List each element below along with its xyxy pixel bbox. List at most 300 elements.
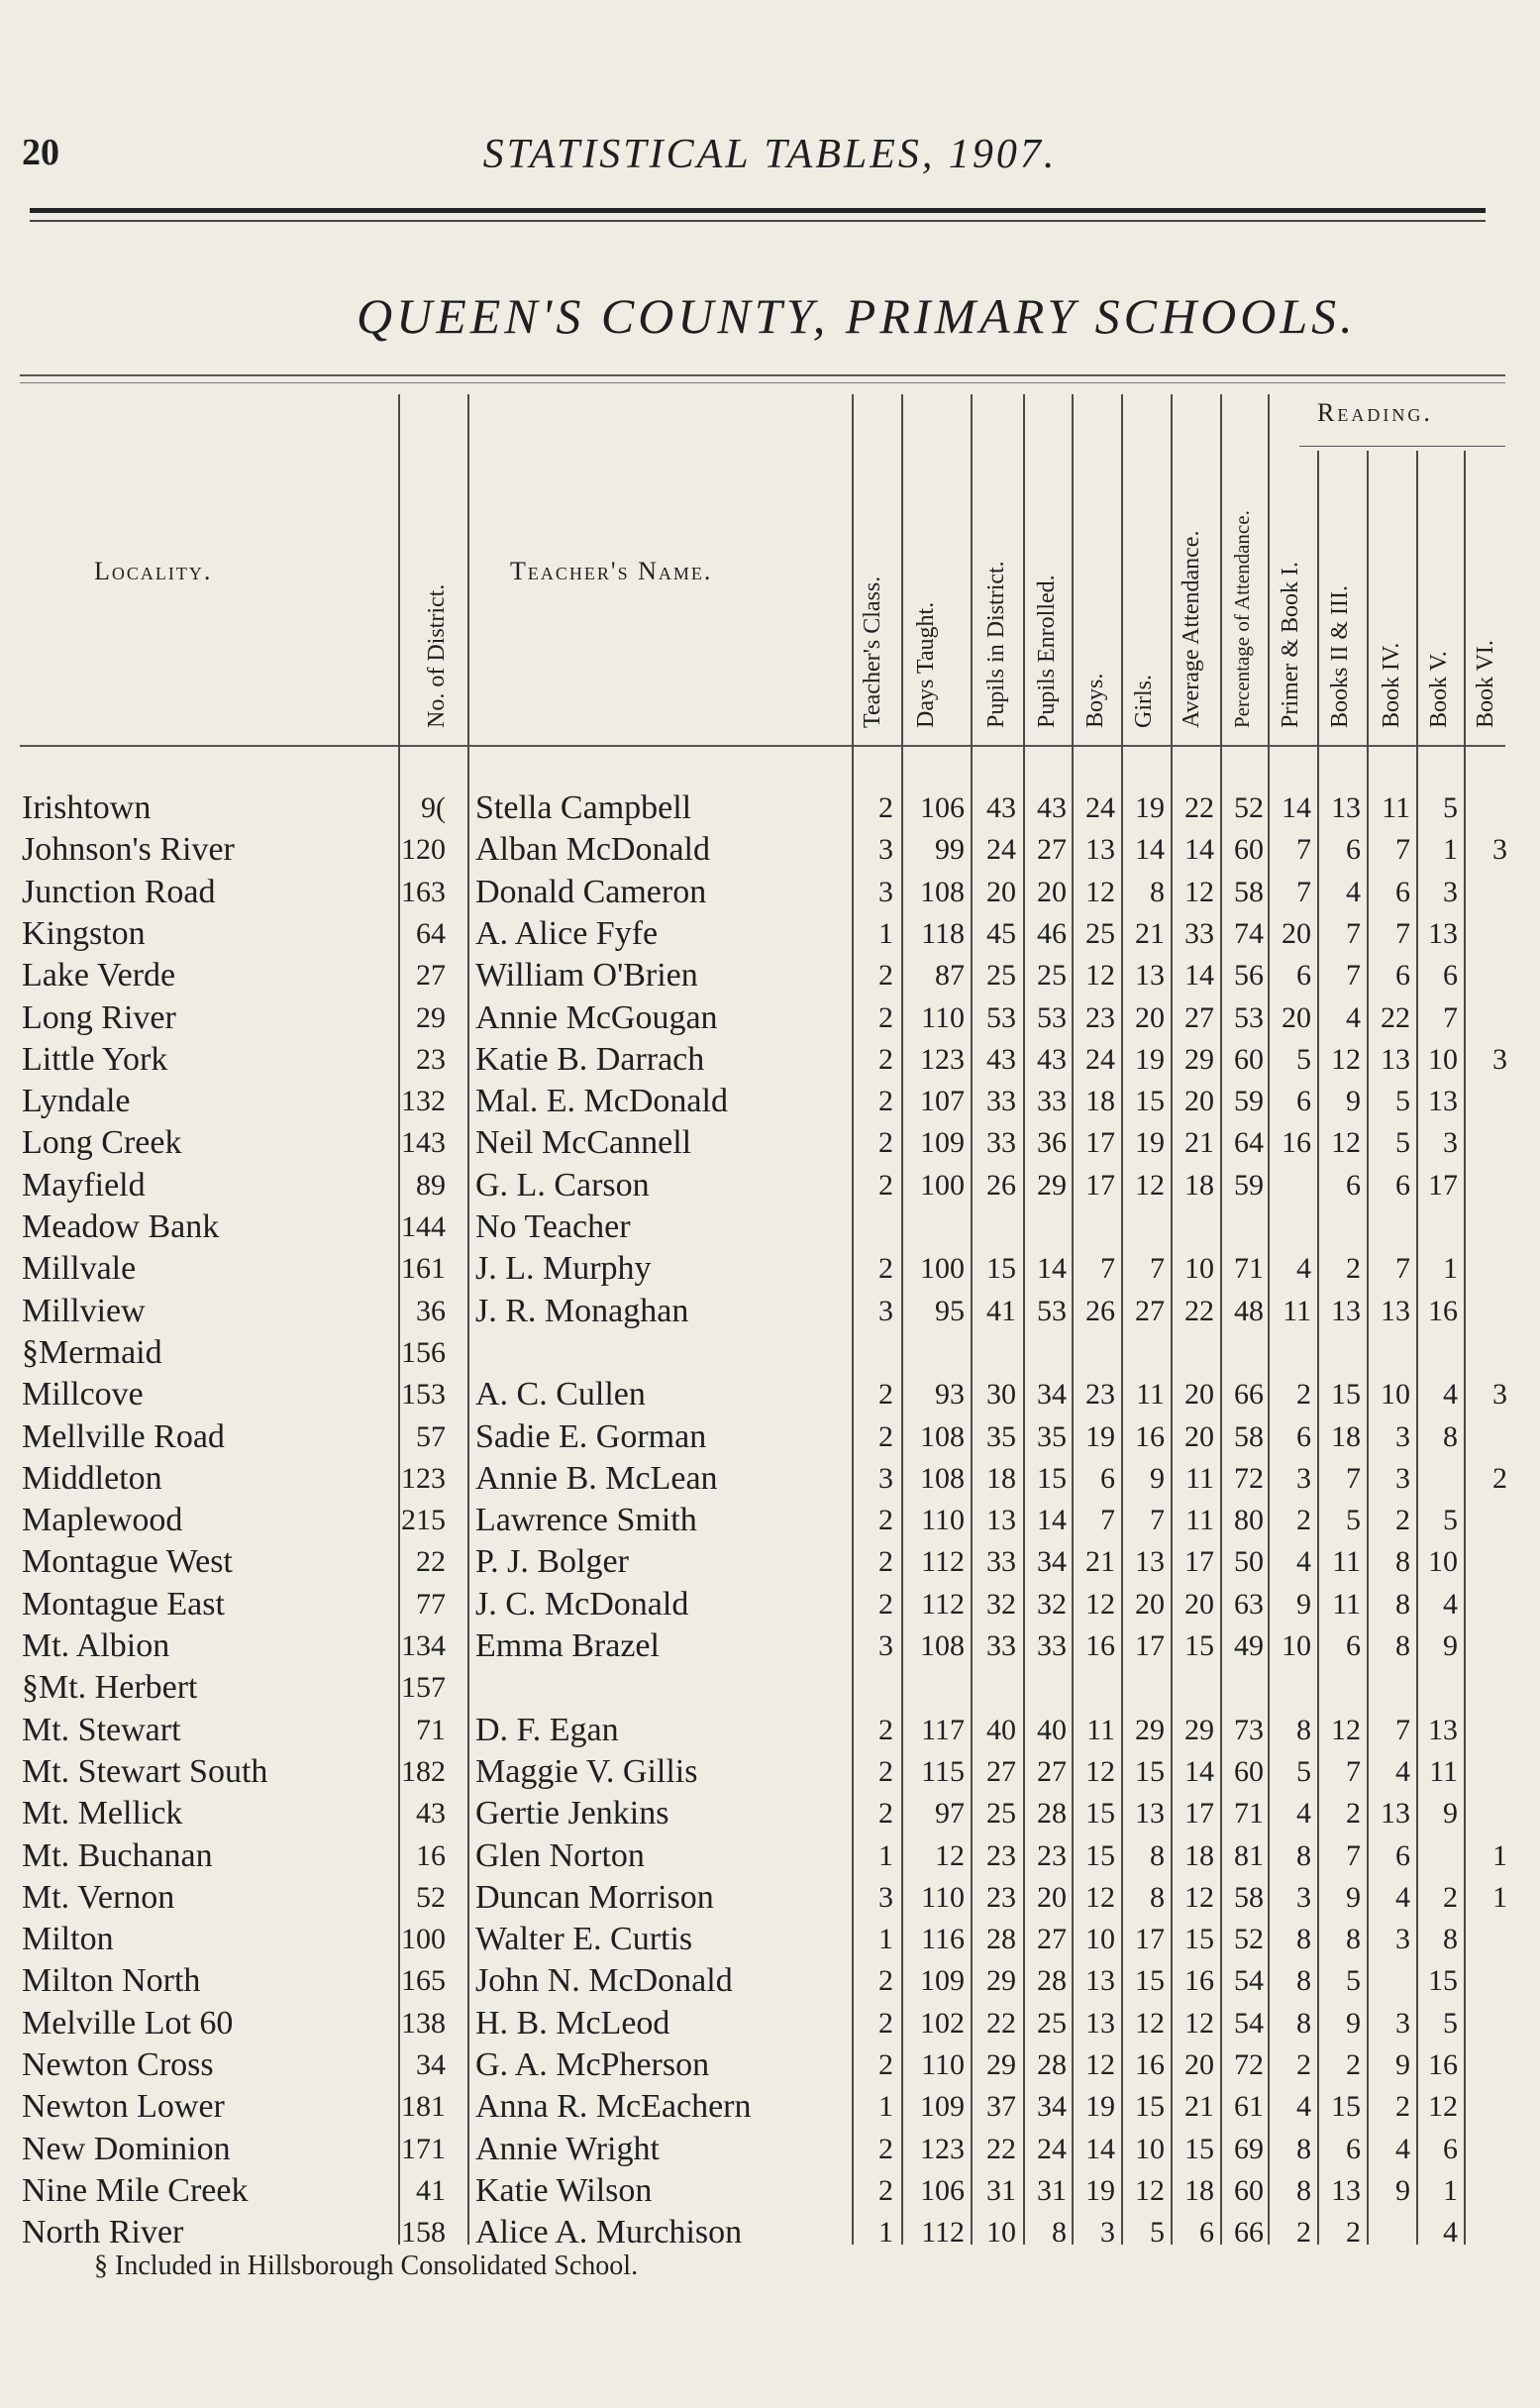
reading-rule (1299, 446, 1505, 447)
table-row (0, 1206, 1540, 1248)
cell-district: 181 (401, 2090, 446, 2124)
cell-district: 64 (416, 916, 446, 950)
cell-locality: Mellville Road (22, 1417, 225, 1455)
cell-r4: 7 (1395, 833, 1410, 867)
cell-days: 112 (921, 1545, 965, 1579)
cell-teacher: Alice A. Murchison (475, 2214, 743, 2251)
cell-pe: 20 (1037, 1880, 1067, 1914)
cell-r2: 11 (1332, 1587, 1361, 1621)
cell-cls: 2 (878, 2048, 893, 2081)
cell-boys: 21 (1085, 1545, 1115, 1579)
cell-avg: 20 (1184, 1587, 1214, 1621)
cell-boys: 14 (1085, 2132, 1115, 2165)
cell-r1: 2 (1296, 2048, 1311, 2081)
table-row (0, 997, 1540, 1039)
cell-avg: 21 (1184, 2090, 1214, 2124)
cell-boys: 23 (1085, 1000, 1115, 1034)
cell-r4: 7 (1395, 1252, 1410, 1286)
table-row (0, 1039, 1540, 1081)
cell-teacher: Annie B. McLean (475, 1459, 718, 1497)
cell-district: 43 (416, 1797, 446, 1831)
cell-days: 97 (935, 1797, 965, 1831)
cell-r6: 2 (1492, 1461, 1507, 1495)
cell-pe: 33 (1037, 1629, 1067, 1662)
cell-district: 29 (416, 1000, 446, 1034)
table-row (0, 2170, 1540, 2212)
cell-district: 156 (401, 1335, 446, 1369)
cell-pd: 18 (986, 1461, 1016, 1495)
cell-pct: 61 (1234, 2090, 1264, 2124)
cell-days: 108 (920, 1629, 965, 1662)
cell-r1: 7 (1296, 875, 1311, 908)
cell-locality: Little York (22, 1040, 168, 1078)
cell-r4: 13 (1381, 1294, 1410, 1327)
table-row (0, 1835, 1540, 1877)
cell-teacher: D. F. Egan (475, 1711, 619, 1748)
top-rule-thick (30, 208, 1486, 213)
cell-r5: 3 (1443, 875, 1458, 908)
cell-locality: Millview (22, 1292, 146, 1329)
table-row (0, 1541, 1540, 1583)
cell-pd: 37 (986, 2090, 1016, 2124)
cell-locality: Irishtown (22, 789, 152, 826)
cell-boys: 24 (1085, 791, 1115, 824)
cell-pct: 59 (1234, 1168, 1264, 1202)
cell-girls: 13 (1135, 1545, 1165, 1579)
cell-r4: 5 (1395, 1126, 1410, 1160)
cell-pe: 34 (1037, 1378, 1067, 1412)
cell-district: 120 (401, 833, 446, 867)
cell-r5: 3 (1443, 1126, 1458, 1160)
cell-girls: 8 (1150, 1838, 1165, 1872)
cell-locality: Newton Cross (22, 2046, 214, 2083)
cell-r4: 8 (1395, 1587, 1410, 1621)
table-row (0, 872, 1540, 913)
cell-days: 109 (920, 1126, 965, 1160)
cell-avg: 17 (1184, 1545, 1214, 1579)
cell-r4: 4 (1395, 1754, 1410, 1788)
cell-district: 71 (416, 1713, 446, 1746)
cell-girls: 19 (1135, 1126, 1165, 1160)
cell-days: 99 (935, 833, 965, 867)
header-girls: Girls. (1131, 675, 1157, 728)
cell-pd: 13 (986, 1504, 1016, 1537)
cell-teacher: Mal. E. McDonald (475, 1083, 728, 1120)
cell-district: 143 (401, 1126, 446, 1160)
cell-r1: 4 (1296, 1797, 1311, 1831)
cell-district: 23 (416, 1042, 446, 1076)
cell-days: 87 (935, 959, 965, 993)
cell-district: 163 (401, 875, 446, 908)
header-average-attendance: Average Attendance. (1179, 530, 1204, 728)
cell-teacher: Neil McCannell (475, 1124, 692, 1162)
cell-days: 102 (920, 2006, 965, 2040)
cell-teacher: No Teacher (475, 1208, 631, 1245)
cell-r5: 12 (1428, 2090, 1458, 2124)
cell-r6: 1 (1492, 1880, 1507, 1914)
cell-pe: 27 (1037, 1923, 1067, 1956)
cell-boys: 13 (1085, 2006, 1115, 2040)
cell-boys: 12 (1085, 959, 1115, 993)
cell-days: 110 (921, 1000, 965, 1034)
cell-pct: 74 (1234, 916, 1264, 950)
cell-r4: 2 (1395, 2090, 1410, 2124)
cell-district: 215 (401, 1504, 446, 1537)
cell-r2: 6 (1346, 833, 1361, 867)
table-row (0, 1877, 1540, 1919)
cell-pd: 29 (986, 1964, 1016, 1998)
cell-days: 106 (920, 2173, 965, 2207)
cell-teacher: Anna R. McEachern (475, 2088, 752, 2126)
cell-cls: 2 (878, 1419, 893, 1453)
cell-r5: 13 (1428, 1085, 1458, 1118)
cell-pe: 14 (1037, 1252, 1067, 1286)
table-row (0, 2212, 1540, 2253)
cell-r5: 10 (1428, 1042, 1458, 1076)
cell-r4: 6 (1395, 959, 1410, 993)
table-row (0, 1751, 1540, 1793)
cell-locality: Kingston (22, 914, 146, 952)
cell-pe: 53 (1037, 1000, 1067, 1034)
cell-r4: 7 (1395, 1713, 1410, 1746)
cell-pd: 33 (986, 1545, 1016, 1579)
footnote: § Included in Hillsborough Consolidated School. (94, 2251, 639, 2281)
cell-avg: 6 (1199, 2216, 1214, 2250)
cell-r4: 9 (1395, 2173, 1410, 2207)
cell-avg: 10 (1184, 1252, 1214, 1286)
cell-teacher: Alban McDonald (475, 831, 711, 869)
cell-r1: 4 (1296, 1545, 1311, 1579)
cell-r2: 13 (1331, 1294, 1361, 1327)
cell-girls: 19 (1135, 1042, 1165, 1076)
cell-avg: 22 (1184, 791, 1214, 824)
cell-r5: 11 (1429, 1754, 1458, 1788)
table-row (0, 787, 1540, 829)
cell-r2: 9 (1346, 1085, 1361, 1118)
cell-r5: 2 (1443, 1880, 1458, 1914)
cell-cls: 2 (878, 1042, 893, 1076)
cell-pct: 66 (1234, 1378, 1264, 1412)
cell-girls: 10 (1135, 2132, 1165, 2165)
cell-girls: 13 (1135, 959, 1165, 993)
cell-boys: 19 (1085, 1419, 1115, 1453)
cell-teacher: Glen Norton (475, 1836, 645, 1874)
cell-boys: 25 (1085, 916, 1115, 950)
cell-cls: 2 (878, 791, 893, 824)
cell-cls: 1 (878, 1838, 893, 1872)
cell-teacher: G. L. Carson (475, 1166, 650, 1204)
cell-r1: 16 (1282, 1126, 1311, 1160)
cell-days: 110 (921, 1504, 965, 1537)
cell-pe: 53 (1037, 1294, 1067, 1327)
cell-district: 134 (401, 1629, 446, 1662)
cell-r4: 4 (1395, 1880, 1410, 1914)
cell-r4: 6 (1395, 875, 1410, 908)
cell-locality: §Mt. Herbert (22, 1669, 198, 1707)
cell-teacher: A. C. Cullen (475, 1376, 646, 1413)
cell-days: 95 (935, 1294, 965, 1327)
cell-pct: 52 (1234, 1923, 1264, 1956)
cell-r2: 9 (1346, 2006, 1361, 2040)
cell-cls: 3 (878, 1461, 893, 1495)
cell-locality: Melville Lot 60 (22, 2004, 234, 2042)
cell-boys: 7 (1100, 1504, 1115, 1537)
cell-teacher: J. R. Monaghan (475, 1292, 689, 1329)
cell-r2: 12 (1331, 1713, 1361, 1746)
cell-pe: 14 (1037, 1504, 1067, 1537)
cell-avg: 20 (1184, 1378, 1214, 1412)
cell-days: 109 (920, 1964, 965, 1998)
header-days-taught: Days Taught. (913, 601, 939, 728)
cell-boys: 12 (1085, 1880, 1115, 1914)
cell-avg: 20 (1184, 1419, 1214, 1453)
header-teachers-class: Teacher's Class. (860, 576, 885, 728)
cell-pct: 53 (1234, 1000, 1264, 1034)
cell-r4: 11 (1382, 791, 1410, 824)
cell-pct: 56 (1234, 959, 1264, 993)
cell-district: 52 (416, 1880, 446, 1914)
cell-r4: 4 (1395, 2132, 1410, 2165)
cell-locality: Lake Verde (22, 957, 176, 995)
cell-r4: 13 (1381, 1797, 1410, 1831)
cell-r5: 13 (1428, 1713, 1458, 1746)
cell-r2: 13 (1331, 791, 1361, 824)
cell-cls: 2 (878, 1085, 893, 1118)
cell-pd: 24 (986, 833, 1016, 867)
cell-district: 123 (401, 1461, 446, 1495)
cell-teacher: Maggie V. Gillis (475, 1752, 698, 1790)
cell-r1: 14 (1282, 791, 1311, 824)
cell-avg: 18 (1184, 1838, 1214, 1872)
cell-district: 153 (401, 1378, 446, 1412)
cell-teacher: Stella Campbell (475, 789, 692, 826)
cell-district: 100 (401, 1923, 446, 1956)
cell-pct: 64 (1234, 1126, 1264, 1160)
cell-boys: 11 (1086, 1713, 1115, 1746)
cell-teacher: P. J. Bolger (475, 1543, 629, 1581)
header-bottom-rule (20, 745, 1505, 747)
cell-pe: 28 (1037, 1964, 1067, 1998)
cell-r5: 13 (1428, 916, 1458, 950)
cell-pe: 36 (1037, 1126, 1067, 1160)
table-title: QUEEN'S COUNTY, PRIMARY SCHOOLS. (357, 288, 1357, 344)
cell-avg: 15 (1184, 1629, 1214, 1662)
cell-days: 117 (921, 1713, 965, 1746)
header-book5: Book V. (1426, 651, 1452, 728)
cell-r4: 3 (1395, 1461, 1410, 1495)
cell-pct: 81 (1234, 1838, 1264, 1872)
cell-teacher: Emma Brazel (475, 1627, 660, 1664)
cell-cls: 3 (878, 1629, 893, 1662)
cell-r6: 3 (1492, 833, 1507, 867)
cell-boys: 6 (1100, 1461, 1115, 1495)
cell-r2: 18 (1331, 1419, 1361, 1453)
table-row (0, 1332, 1540, 1374)
table-row (0, 1584, 1540, 1625)
cell-r5: 7 (1443, 1000, 1458, 1034)
cell-district: 16 (416, 1838, 446, 1872)
cell-locality: Mt. Albion (22, 1627, 170, 1664)
cell-pct: 60 (1234, 1754, 1264, 1788)
cell-pd: 33 (986, 1085, 1016, 1118)
cell-avg: 17 (1184, 1797, 1214, 1831)
cell-r5: 8 (1443, 1923, 1458, 1956)
cell-girls: 7 (1150, 1252, 1165, 1286)
cell-cls: 1 (878, 1923, 893, 1956)
cell-cls: 2 (878, 1754, 893, 1788)
cell-avg: 18 (1184, 2173, 1214, 2207)
cell-r5: 4 (1443, 2216, 1458, 2250)
cell-girls: 21 (1135, 916, 1165, 950)
cell-pd: 32 (986, 1587, 1016, 1621)
cell-locality: Meadow Bank (22, 1208, 220, 1245)
cell-boys: 26 (1085, 1294, 1115, 1327)
cell-teacher: Donald Cameron (475, 873, 707, 910)
cell-r5: 9 (1443, 1797, 1458, 1831)
cell-girls: 8 (1150, 1880, 1165, 1914)
cell-r4: 8 (1395, 1545, 1410, 1579)
cell-boys: 3 (1100, 2216, 1115, 2250)
header-book6: Book VI. (1473, 640, 1498, 728)
header-pupils-enrolled: Pupils Enrolled. (1034, 575, 1060, 728)
cell-teacher: Walter E. Curtis (475, 1921, 693, 1958)
cell-district: 89 (416, 1168, 446, 1202)
table-row (0, 829, 1540, 871)
cell-cls: 1 (878, 916, 893, 950)
cell-r1: 2 (1296, 1504, 1311, 1537)
cell-pct: 66 (1234, 2216, 1264, 2250)
cell-avg: 20 (1184, 1085, 1214, 1118)
cell-pct: 50 (1234, 1545, 1264, 1579)
cell-locality: Mt. Vernon (22, 1878, 175, 1916)
cell-pe: 32 (1037, 1587, 1067, 1621)
cell-days: 110 (921, 2048, 965, 2081)
cell-r1: 2 (1296, 1378, 1311, 1412)
running-title: STATISTICAL TABLES, 1907. (482, 132, 1058, 177)
cell-girls: 29 (1135, 1713, 1165, 1746)
cell-girls: 17 (1135, 1923, 1165, 1956)
cell-r1: 8 (1296, 2006, 1311, 2040)
cell-r5: 1 (1443, 1252, 1458, 1286)
cell-r2: 2 (1346, 2216, 1361, 2250)
cell-girls: 15 (1135, 1964, 1165, 1998)
cell-r2: 2 (1346, 1252, 1361, 1286)
cell-pe: 34 (1037, 1545, 1067, 1579)
cell-locality: Milton North (22, 1962, 201, 2000)
table-row (0, 1710, 1540, 1751)
cell-locality: §Mermaid (22, 1333, 162, 1371)
cell-r2: 2 (1346, 1797, 1361, 1831)
cell-pe: 27 (1037, 833, 1067, 867)
cell-days: 112 (921, 2216, 965, 2250)
table-row (0, 1165, 1540, 1206)
cell-r4: 2 (1395, 1504, 1410, 1537)
cell-district: 165 (401, 1964, 446, 1998)
cell-pd: 25 (986, 1797, 1016, 1831)
cell-teacher: Katie Wilson (475, 2171, 653, 2209)
cell-boys: 12 (1085, 875, 1115, 908)
cell-avg: 14 (1184, 1754, 1214, 1788)
cell-r4: 5 (1395, 1085, 1410, 1118)
header-top-rule (20, 374, 1505, 376)
cell-r4: 13 (1381, 1042, 1410, 1076)
table-row (0, 913, 1540, 955)
cell-r2: 6 (1346, 1629, 1361, 1662)
page-number: 20 (22, 132, 59, 173)
cell-r2: 12 (1331, 1126, 1361, 1160)
cell-locality: Junction Road (22, 873, 216, 910)
cell-district: 34 (416, 2048, 446, 2081)
table-row (0, 1122, 1540, 1164)
cell-pe: 27 (1037, 1754, 1067, 1788)
cell-locality: Johnson's River (22, 831, 235, 869)
cell-pct: 63 (1234, 1587, 1264, 1621)
cell-girls: 27 (1135, 1294, 1165, 1327)
cell-pe: 25 (1037, 959, 1067, 993)
table-row (0, 1793, 1540, 1834)
cell-r5: 9 (1443, 1629, 1458, 1662)
cell-r5: 5 (1443, 791, 1458, 824)
cell-r5: 1 (1443, 2173, 1458, 2207)
cell-avg: 14 (1184, 833, 1214, 867)
cell-boys: 12 (1085, 1754, 1115, 1788)
cell-days: 112 (921, 1587, 965, 1621)
cell-r4: 8 (1395, 1629, 1410, 1662)
cell-pct: 58 (1234, 875, 1264, 908)
cell-district: 41 (416, 2173, 446, 2207)
cell-girls: 13 (1135, 1797, 1165, 1831)
cell-r1: 2 (1296, 2216, 1311, 2250)
header-book4: Book IV. (1379, 642, 1404, 728)
cell-district: 132 (401, 1085, 446, 1118)
header-books-2-3: Books II & III. (1327, 585, 1353, 728)
cell-girls: 7 (1150, 1504, 1165, 1537)
cell-r1: 6 (1296, 1085, 1311, 1118)
cell-pd: 45 (986, 916, 1016, 950)
cell-r2: 7 (1346, 959, 1361, 993)
cell-pct: 80 (1234, 1504, 1264, 1537)
cell-r1: 8 (1296, 1923, 1311, 1956)
cell-pe: 33 (1037, 1085, 1067, 1118)
cell-pd: 22 (986, 2132, 1016, 2165)
cell-cls: 1 (878, 2216, 893, 2250)
cell-avg: 12 (1184, 2006, 1214, 2040)
cell-locality: Millcove (22, 1376, 144, 1413)
cell-days: 108 (920, 1419, 965, 1453)
header-pupils-in-district: Pupils in District. (983, 561, 1009, 728)
cell-avg: 21 (1184, 1126, 1214, 1160)
cell-pct: 54 (1234, 2006, 1264, 2040)
cell-boys: 13 (1085, 833, 1115, 867)
cell-pct: 72 (1234, 1461, 1264, 1495)
cell-pct: 60 (1234, 2173, 1264, 2207)
cell-cls: 2 (878, 959, 893, 993)
cell-girls: 15 (1135, 2090, 1165, 2124)
cell-pd: 28 (986, 1923, 1016, 1956)
cell-cls: 2 (878, 1126, 893, 1160)
cell-r5: 16 (1428, 1294, 1458, 1327)
cell-cls: 2 (878, 1504, 893, 1537)
table-row (0, 1625, 1540, 1667)
cell-pct: 58 (1234, 1419, 1264, 1453)
cell-locality: Newton Lower (22, 2088, 225, 2126)
cell-teacher: J. C. McDonald (475, 1585, 689, 1623)
cell-boys: 18 (1085, 1085, 1115, 1118)
cell-r5: 15 (1428, 1964, 1458, 1998)
cell-pct: 69 (1234, 2132, 1264, 2165)
cell-avg: 12 (1184, 875, 1214, 908)
table-row (0, 2003, 1540, 2044)
